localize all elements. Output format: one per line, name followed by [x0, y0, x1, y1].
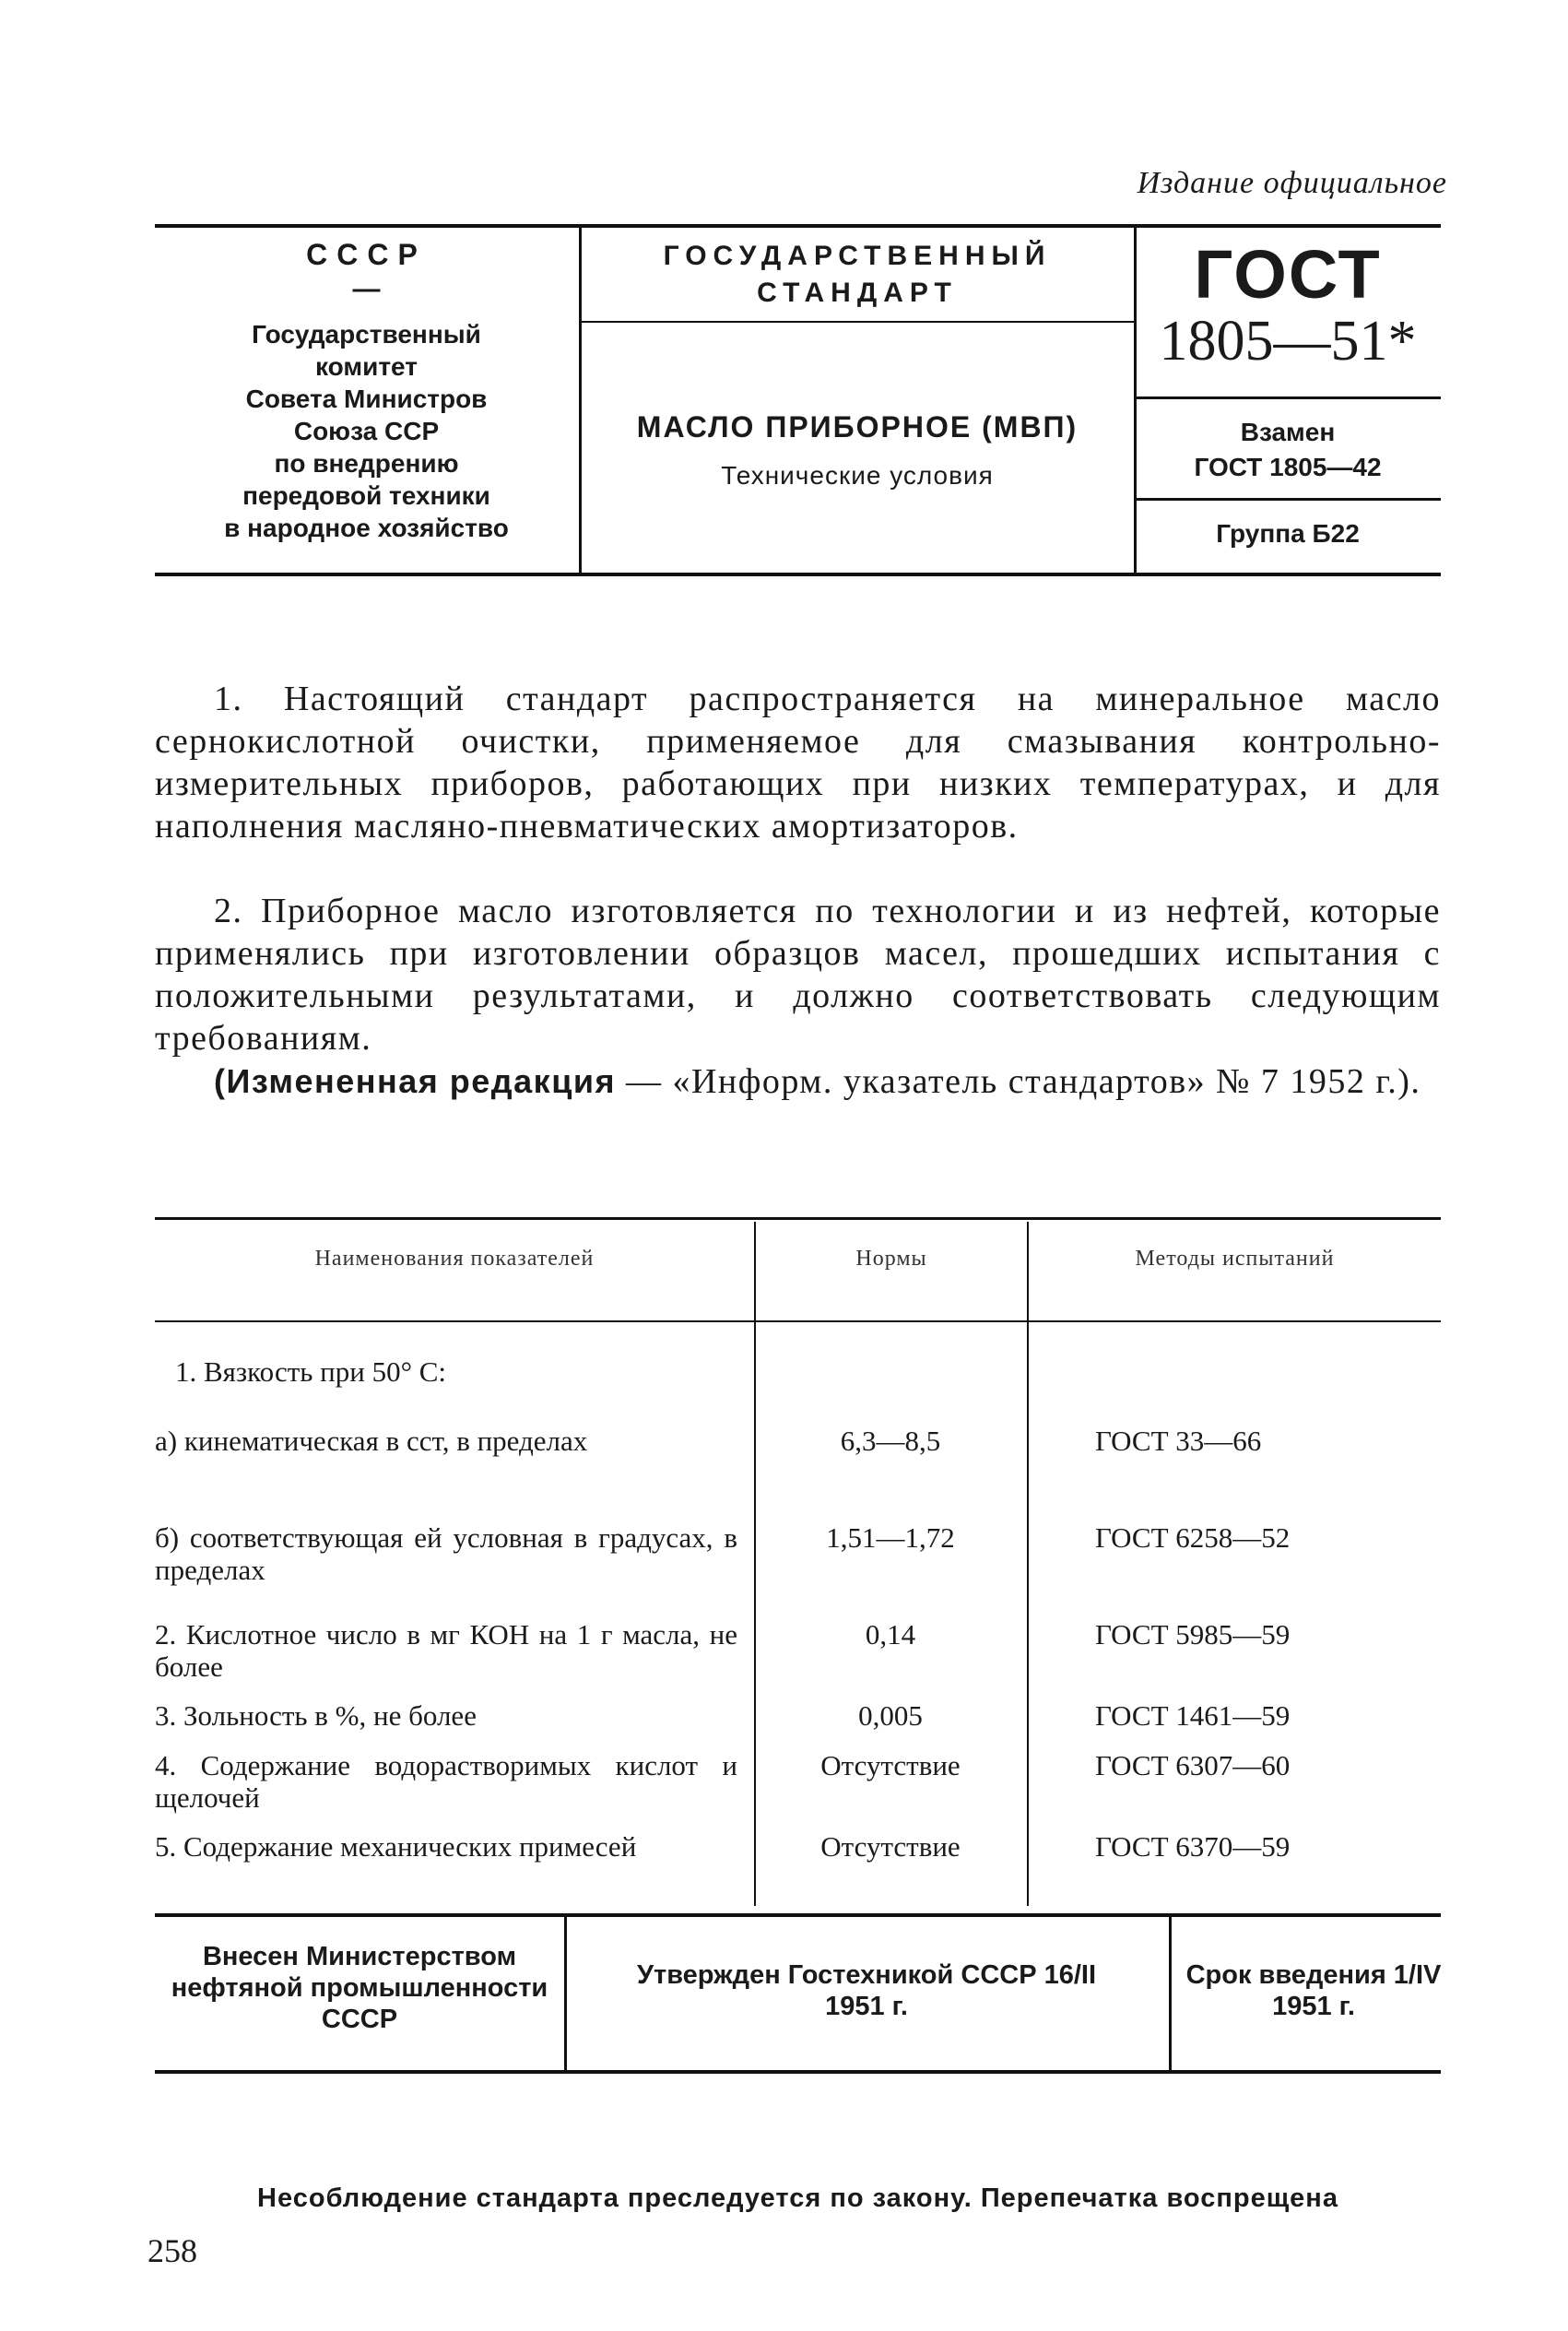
header-mid-rule — [582, 321, 1134, 323]
footer-top-rule — [155, 1913, 1441, 1917]
table-row-method: ГОСТ 1461—59 — [1095, 1699, 1291, 1732]
table-row-method: ГОСТ 5985—59 — [1095, 1618, 1291, 1651]
paragraph-requirements — [155, 890, 1441, 1059]
committee-line: в народное хозяйство — [224, 514, 509, 542]
table-row-name: 2. Кислотное число в мг КОН на 1 г масла, не более — [155, 1618, 737, 1683]
country-dash: — — [352, 274, 381, 304]
standard-type — [581, 238, 1134, 312]
country-name: СССР — [306, 238, 427, 271]
table-row-name: 5. Содержание механических примесей — [155, 1830, 637, 1863]
table-divider-right — [1027, 1222, 1029, 1906]
committee-line: передовой техники — [242, 481, 490, 510]
official-edition-note: Издание официальное — [1137, 166, 1447, 200]
gost-label: ГОСТ — [1194, 236, 1382, 313]
copyright-notice: Несоблюдение стандарта преследуется по закону. Перепечатка воспрещена — [257, 2183, 1338, 2213]
table-row-norm: 0,005 — [858, 1699, 923, 1732]
product-block — [581, 410, 1134, 491]
table-header-name: Наименования показателей — [314, 1247, 595, 1271]
page-number: 258 — [147, 2232, 197, 2269]
replaces-standard: ГОСТ 1805—42 — [1194, 453, 1382, 481]
amendment-text: — «Информ. указатель стандартов» № 7 1952 г.). — [615, 1062, 1421, 1101]
product-subtitle: Технические условия — [721, 461, 994, 490]
committee-line: по внедрению — [274, 449, 459, 478]
table-row-name: 4. Содержание водорастворимых кислот и щелочей — [155, 1749, 737, 1814]
table-header-norms: Нормы — [855, 1247, 927, 1271]
committee-line: комитет — [315, 352, 418, 381]
approved-by: Утвержден Гостехникой СССР 16/II 1951 г. — [636, 1960, 1097, 2021]
replaces-label: Взамен — [1240, 418, 1336, 446]
header-group-rule — [1137, 498, 1441, 501]
table-row-norm: Отсутствие — [820, 1749, 961, 1781]
table-row-norm: Отсутствие — [820, 1830, 961, 1863]
committee-line: Союза ССР — [293, 417, 440, 445]
amendment-label: (Измененная редакция — [214, 1062, 616, 1100]
product-title: МАСЛО ПРИБОРНОЕ (МВП) — [636, 410, 1079, 444]
header-gost-rule — [1137, 396, 1441, 399]
footer-bottom-rule — [155, 2070, 1441, 2074]
table-row-method: ГОСТ 6258—52 — [1095, 1521, 1291, 1554]
committee-line: Государственный — [252, 320, 481, 349]
table-divider-left — [754, 1222, 756, 1906]
gost-number: 1805—51* — [1159, 310, 1417, 373]
paragraph-requirements-text: 2. Приборное масло изготовляется по технологии и из нефтей, которые применялись при изготовлении образцов масел, прошедших испытания с положительными результатами, и должно соответствовать следующим требованиям. — [155, 892, 1441, 1058]
header-divider-right — [1134, 228, 1137, 573]
header-top-rule — [155, 224, 1441, 228]
footer-divider-right — [1169, 1917, 1172, 2070]
table-row-name: б) соответствующая ей условная в градусах, в пределах — [155, 1521, 737, 1586]
introduced-by: Внесен Министерством нефтяной промышленности СССР — [171, 1942, 548, 2034]
effective-date: Срок введения 1/IV 1951 г. — [1185, 1960, 1442, 2021]
committee-line: Совета Министров — [245, 385, 488, 413]
table-row-method: ГОСТ 6307—60 — [1095, 1749, 1291, 1781]
table-row-norm: 6,3—8,5 — [840, 1425, 941, 1457]
standard-type-line1: ГОСУДАРСТВЕННЫЙ — [663, 241, 1052, 271]
table-row-method: ГОСТ 6370—59 — [1095, 1830, 1291, 1863]
table-row-norm: 0,14 — [865, 1618, 916, 1651]
classification-group: Группа Б22 — [1216, 519, 1360, 548]
replaces-block — [1140, 415, 1435, 485]
table-header-rule — [155, 1320, 1441, 1322]
paragraph-scope — [155, 678, 1441, 847]
paragraph-scope-text: 1. Настоящий стандарт распространяется на минеральное масло сернокислотной очистки, применяемое для смазывания контрольно-измерительных приборов, работающих при низких температурах, и для наполнения масляно-пневматических амортизаторов. — [155, 680, 1441, 846]
table-row-norm: 1,51—1,72 — [826, 1521, 955, 1554]
table-header-methods: Методы испытаний — [1135, 1247, 1335, 1271]
table-row-name: 1. Вязкость при 50° С: — [175, 1355, 447, 1388]
footer-divider-left — [564, 1917, 567, 2070]
paragraph-amendment — [155, 1060, 1441, 1103]
header-bottom-rule — [155, 573, 1441, 576]
table-row-name: а) кинематическая в сст, в пределах — [155, 1425, 588, 1457]
table-row-name: 3. Зольность в %, не более — [155, 1699, 477, 1732]
standard-type-line2: СТАНДАРТ — [757, 278, 958, 308]
table-top-rule — [155, 1217, 1441, 1220]
issuing-authority — [157, 238, 576, 544]
table-row-method: ГОСТ 33—66 — [1095, 1425, 1262, 1457]
